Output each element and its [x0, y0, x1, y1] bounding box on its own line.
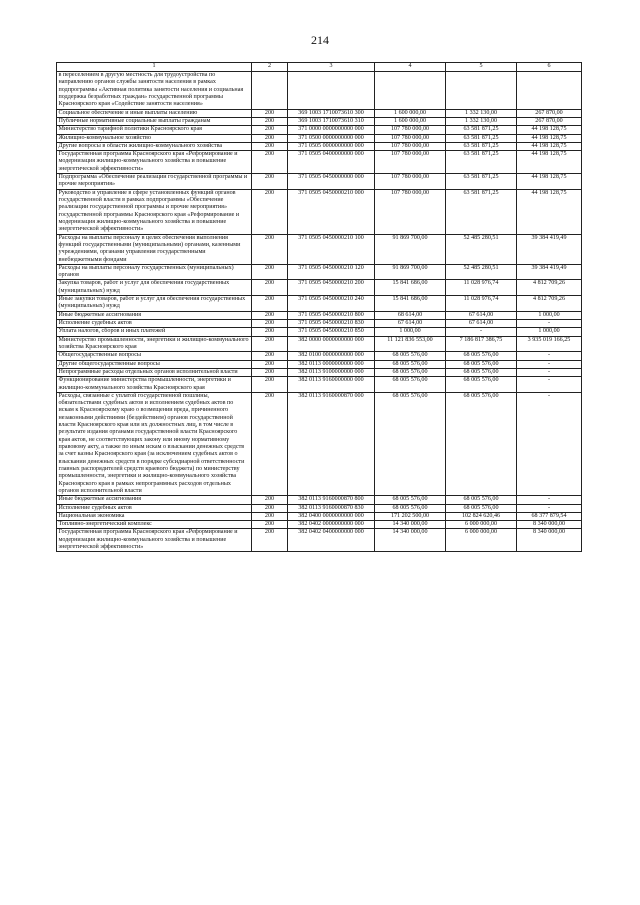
approved-amount: 107 780 000,00 — [375, 142, 446, 150]
table-row — [57, 512, 582, 520]
row-code: 200 — [252, 126, 288, 134]
table-row — [57, 529, 582, 552]
remaining-amount: - — [517, 377, 582, 393]
budget-classification-code: 371 0505 0450000210 850 — [288, 328, 375, 336]
approved-amount: 68 005 576,00 — [375, 352, 446, 360]
row-code: 200 — [252, 280, 288, 296]
table-row — [57, 117, 582, 125]
remaining-amount: 3 935 019 166,25 — [517, 336, 582, 352]
row-label: Уплата налогов, сборов и иных платежей — [57, 328, 252, 336]
row-code: 200 — [252, 117, 288, 125]
approved-amount — [375, 72, 446, 110]
executed-amount: 63 581 871,25 — [446, 174, 517, 190]
executed-amount: 11 028 976,74 — [446, 280, 517, 296]
approved-amount: 1 000,00 — [375, 328, 446, 336]
approved-amount: 107 780 000,00 — [375, 134, 446, 142]
table-row — [57, 392, 582, 495]
approved-amount: 68 005 576,00 — [375, 368, 446, 376]
column-header-2: 2 — [252, 63, 288, 72]
table-row — [57, 320, 582, 328]
table-row — [57, 126, 582, 134]
row-code: 200 — [252, 368, 288, 376]
row-code: 200 — [252, 392, 288, 495]
executed-amount: 67 614,00 — [446, 320, 517, 328]
table-row — [57, 328, 582, 336]
approved-amount: 68 614,00 — [375, 311, 446, 319]
row-code: 200 — [252, 320, 288, 328]
approved-amount: 91 869 700,00 — [375, 264, 446, 280]
table-row — [57, 521, 582, 529]
executed-amount: 68 005 576,00 — [446, 392, 517, 495]
approved-amount: 107 780 000,00 — [375, 174, 446, 190]
row-label: в переселением в другую местность для трудоустройства по направлению органов службы занятости населения в рамках подпрограммы «Активная политика занятости населения и социальная поддержка безработных граждан» государственной программы Красноярского края «Содействие занятости населения» — [57, 72, 252, 110]
table-row — [57, 174, 582, 190]
executed-amount: 63 581 871,25 — [446, 126, 517, 134]
table-row — [57, 280, 582, 296]
remaining-amount: 44 198 128,75 — [517, 151, 582, 174]
row-label: Министерство промышленности, энергетики и жилищно-коммунального хозяйства Красноярского края — [57, 336, 252, 352]
executed-amount: 1 332 130,00 — [446, 117, 517, 125]
row-label: Расходы на выплаты персоналу в целях обеспечения выполнения функций государственными (муниципальными) органами, казенными учреждениями, органами управления государственными внебюджетными фондами — [57, 234, 252, 264]
remaining-amount: 39 384 419,49 — [517, 264, 582, 280]
row-code: 200 — [252, 504, 288, 512]
budget-classification-code: 382 0113 9160000000 000 — [288, 377, 375, 393]
row-code: 200 — [252, 234, 288, 264]
header-row — [57, 63, 582, 72]
executed-amount: 52 485 280,51 — [446, 234, 517, 264]
budget-classification-code: 382 0000 0000000000 000 — [288, 336, 375, 352]
approved-amount: 1 600 000,00 — [375, 109, 446, 117]
executed-amount: 67 614,00 — [446, 311, 517, 319]
row-code: 200 — [252, 352, 288, 360]
budget-classification-code — [288, 72, 375, 110]
approved-amount: 91 869 700,00 — [375, 234, 446, 264]
row-label: Подпрограмма «Обеспечение реализации государственной программы и прочие мероприятия» — [57, 174, 252, 190]
budget-classification-code: 382 0113 9100000000 000 — [288, 368, 375, 376]
budget-classification-code: 371 0000 0000000000 000 — [288, 126, 375, 134]
remaining-amount: 68 377 879,54 — [517, 512, 582, 520]
budget-classification-code: 371 0505 0450000210 830 — [288, 320, 375, 328]
row-label: Руководство и управление в сфере установленных функций органов государственной власти в рамках подпрограммы «Обеспечение реализации государственной программы и прочие мероприятия» государственной программы Красноярского края «Реформирование и модернизация жилищно-коммунального хозяйства и повышение энергетической эффективности» — [57, 189, 252, 234]
remaining-amount: - — [517, 352, 582, 360]
column-header-4: 4 — [375, 63, 446, 72]
approved-amount: 15 841 686,00 — [375, 280, 446, 296]
executed-amount: 63 581 871,25 — [446, 189, 517, 234]
row-label: Закупка товаров, работ и услуг для обеспечения государственных (муниципальных) нужд — [57, 280, 252, 296]
table-row — [57, 134, 582, 142]
table-row — [57, 311, 582, 319]
row-label: Жилищно-коммунальное хозяйство — [57, 134, 252, 142]
budget-classification-code: 371 0505 0450000210 200 — [288, 280, 375, 296]
table-row — [57, 377, 582, 393]
row-code: 200 — [252, 529, 288, 552]
executed-amount: 52 485 280,51 — [446, 264, 517, 280]
row-label: Государственная программа Красноярского края «Реформирование и модернизация жилищно-коммунального хозяйства и повышение энергетической эффективности» — [57, 151, 252, 174]
remaining-amount: 44 198 128,75 — [517, 126, 582, 134]
row-code: 200 — [252, 109, 288, 117]
row-code: 200 — [252, 521, 288, 529]
table-row — [57, 189, 582, 234]
table-row — [57, 368, 582, 376]
approved-amount: 171 202 500,00 — [375, 512, 446, 520]
approved-amount: 107 780 000,00 — [375, 126, 446, 134]
row-label: Общегосударственные вопросы — [57, 352, 252, 360]
column-header-3: 3 — [288, 63, 375, 72]
remaining-amount: - — [517, 360, 582, 368]
budget-classification-code: 382 0100 0000000000 000 — [288, 352, 375, 360]
executed-amount: 68 005 576,00 — [446, 360, 517, 368]
table-row — [57, 360, 582, 368]
row-label: Другие общегосударственные вопросы — [57, 360, 252, 368]
executed-amount: 6 000 000,00 — [446, 521, 517, 529]
row-label: Расходы, связанные с уплатой государственной пошлины, обязательствами судебных актов и исполнением судебных актов по искам к Красноярскому краю о возмещении вреда, причиненного незаконными действиями (бездействием) органов государственной власти Красноярского края или их должностных лиц, в том числе в результате издания органами государственной власти Красноярского края актов, не соответствующих закону или иному нормативному правовому акту, а также по иным искам о взыскании денежных средств за счет казны Красноярского края (за исключением судебных актов о взыскании денежных средств в порядке субсидиарной ответственности главных распорядителей средств краевого бюджета) по министерству промышленности, энергетики и жилищно-коммунального хозяйства Красноярского края в рамках непрограммных расходов отдельных органов исполнительной власти — [57, 392, 252, 495]
executed-amount: 11 028 976,74 — [446, 296, 517, 312]
approved-amount: 14 340 000,00 — [375, 521, 446, 529]
remaining-amount: 1 000,00 — [517, 328, 582, 336]
table-row — [57, 504, 582, 512]
row-label: Топливно-энергетический комплекс — [57, 521, 252, 529]
budget-classification-code: 382 0113 9160000870 800 — [288, 496, 375, 504]
budget-classification-code: 371 0500 0000000000 000 — [288, 134, 375, 142]
row-code: 200 — [252, 512, 288, 520]
row-label: Функционирование министерства промышленности, энергетики и жилищно-коммунального хозяйства Красноярского края — [57, 377, 252, 393]
table-row — [57, 296, 582, 312]
row-code: 200 — [252, 336, 288, 352]
row-label: Расходы на выплаты персоналу государственных (муниципальных) органов — [57, 264, 252, 280]
executed-amount: 68 005 576,00 — [446, 368, 517, 376]
executed-amount: 63 581 871,25 — [446, 151, 517, 174]
row-code: 200 — [252, 151, 288, 174]
table-row — [57, 352, 582, 360]
budget-classification-code: 371 0505 0450000000 000 — [288, 174, 375, 190]
approved-amount: 68 005 576,00 — [375, 377, 446, 393]
table-body — [57, 72, 582, 552]
budget-table — [56, 62, 582, 552]
budget-classification-code: 371 0505 0450000210 800 — [288, 311, 375, 319]
executed-amount: 6 000 000,00 — [446, 529, 517, 552]
budget-classification-code: 371 0505 0450000210 120 — [288, 264, 375, 280]
remaining-amount: 44 198 128,75 — [517, 174, 582, 190]
remaining-amount: 44 198 128,75 — [517, 142, 582, 150]
budget-classification-code: 382 0113 9160000870 000 — [288, 392, 375, 495]
row-code: 200 — [252, 311, 288, 319]
remaining-amount: 8 340 000,00 — [517, 521, 582, 529]
approved-amount: 68 005 576,00 — [375, 496, 446, 504]
approved-amount: 15 841 686,00 — [375, 296, 446, 312]
row-label: Публичные нормативные социальные выплаты гражданам — [57, 117, 252, 125]
row-label: Непрограммные расходы отдельных органов исполнительной власти — [57, 368, 252, 376]
table-row — [57, 142, 582, 150]
row-label: Исполнение судебных актов — [57, 320, 252, 328]
executed-amount: 68 005 576,00 — [446, 496, 517, 504]
remaining-amount: 267 870,00 — [517, 117, 582, 125]
table-row — [57, 264, 582, 280]
remaining-amount: - — [517, 320, 582, 328]
executed-amount: - — [446, 328, 517, 336]
column-header-5: 5 — [446, 63, 517, 72]
column-header-1: 1 — [57, 63, 252, 72]
executed-amount: 63 581 871,25 — [446, 142, 517, 150]
executed-amount: 102 824 620,46 — [446, 512, 517, 520]
remaining-amount: 1 000,00 — [517, 311, 582, 319]
row-code — [252, 72, 288, 110]
row-label: Национальная экономика — [57, 512, 252, 520]
budget-classification-code: 371 0505 0450000210 240 — [288, 296, 375, 312]
remaining-amount: 4 812 709,26 — [517, 296, 582, 312]
remaining-amount: 44 198 128,75 — [517, 134, 582, 142]
remaining-amount: 39 384 419,49 — [517, 234, 582, 264]
executed-amount — [446, 72, 517, 110]
row-label: Государственная программа Красноярского края «Реформирование и модернизация жилищно-коммунального хозяйства и повышение энергетической эффективности» — [57, 529, 252, 552]
executed-amount: 68 005 576,00 — [446, 504, 517, 512]
remaining-amount: - — [517, 368, 582, 376]
executed-amount: 1 332 130,00 — [446, 109, 517, 117]
row-code: 200 — [252, 134, 288, 142]
budget-classification-code: 382 0113 9160000870 830 — [288, 504, 375, 512]
budget-classification-code: 371 0505 0450000210 000 — [288, 189, 375, 234]
row-code: 200 — [252, 189, 288, 234]
executed-amount: 68 005 576,00 — [446, 377, 517, 393]
remaining-amount: 267 870,00 — [517, 109, 582, 117]
remaining-amount: - — [517, 504, 582, 512]
approved-amount: 68 005 576,00 — [375, 360, 446, 368]
table-row — [57, 72, 582, 110]
approved-amount: 14 340 000,00 — [375, 529, 446, 552]
remaining-amount: - — [517, 496, 582, 504]
budget-classification-code: 382 0402 0000000000 000 — [288, 521, 375, 529]
budget-classification-code: 382 0400 0000000000 000 — [288, 512, 375, 520]
row-label: Социальное обеспечение и иные выплаты населению — [57, 109, 252, 117]
approved-amount: 67 614,00 — [375, 320, 446, 328]
row-code: 200 — [252, 296, 288, 312]
row-code: 200 — [252, 328, 288, 336]
row-label: Иные закупки товаров, работ и услуг для обеспечения государственных (муниципальных) нужд — [57, 296, 252, 312]
table-row — [57, 496, 582, 504]
budget-classification-code: 371 0505 0450000210 100 — [288, 234, 375, 264]
row-label: Иные бюджетные ассигнования — [57, 496, 252, 504]
row-label: Исполнение судебных актов — [57, 504, 252, 512]
row-code: 200 — [252, 360, 288, 368]
remaining-amount: 4 812 709,26 — [517, 280, 582, 296]
row-label: Иные бюджетные ассигнования — [57, 311, 252, 319]
remaining-amount: - — [517, 392, 582, 495]
column-header-6: 6 — [517, 63, 582, 72]
row-code: 200 — [252, 264, 288, 280]
approved-amount: 107 780 000,00 — [375, 151, 446, 174]
row-code: 200 — [252, 142, 288, 150]
approved-amount: 1 600 000,00 — [375, 117, 446, 125]
row-code: 200 — [252, 377, 288, 393]
row-code: 200 — [252, 174, 288, 190]
budget-classification-code: 369 1003 1710073610 310 — [288, 117, 375, 125]
budget-classification-code: 371 0505 0000000000 000 — [288, 142, 375, 150]
row-label: Другие вопросы в области жилищно-коммунального хозяйства — [57, 142, 252, 150]
remaining-amount: 8 340 000,00 — [517, 529, 582, 552]
executed-amount: 63 581 871,25 — [446, 134, 517, 142]
budget-classification-code: 382 0113 0000000000 000 — [288, 360, 375, 368]
table-row — [57, 109, 582, 117]
executed-amount: 7 186 817 386,75 — [446, 336, 517, 352]
approved-amount: 68 005 576,00 — [375, 392, 446, 495]
table-row — [57, 234, 582, 264]
budget-classification-code: 382 0402 0400000000 000 — [288, 529, 375, 552]
page-number: 214 — [311, 33, 329, 47]
row-code: 200 — [252, 496, 288, 504]
approved-amount: 11 121 836 553,00 — [375, 336, 446, 352]
approved-amount: 68 005 576,00 — [375, 504, 446, 512]
approved-amount: 107 780 000,00 — [375, 189, 446, 234]
table-row — [57, 336, 582, 352]
remaining-amount — [517, 72, 582, 110]
executed-amount: 68 005 576,00 — [446, 352, 517, 360]
row-label: Министерство тарифной политики Красноярского края — [57, 126, 252, 134]
remaining-amount: 44 198 128,75 — [517, 189, 582, 234]
budget-classification-code: 371 0505 0400000000 000 — [288, 151, 375, 174]
table-row — [57, 151, 582, 174]
budget-classification-code: 369 1003 1710073610 300 — [288, 109, 375, 117]
